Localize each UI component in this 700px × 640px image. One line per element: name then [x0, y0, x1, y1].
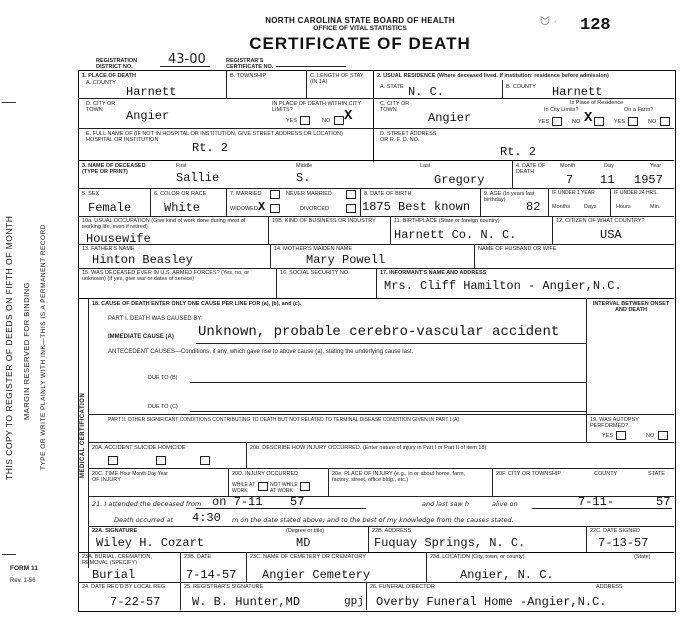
min-label: Min.: [650, 204, 661, 210]
form-header: [200, 16, 520, 54]
stamp-mark: ᗢ ·: [540, 14, 558, 28]
last-seen-year: 57: [656, 495, 671, 509]
funeral-director-label: 26. FUNERAL DIRECTOR: [370, 584, 435, 590]
part1-label: PART I. DEATH WAS CAUSED BY:: [108, 316, 203, 322]
place-injury-label: 20e. PLACE OF INJURY (e.g., in or about home, farm, factory, street, office bldg., etc.): [332, 471, 466, 483]
pod-no-label: NO: [322, 118, 331, 124]
never-married-label: NEVER MARRIED: [286, 191, 332, 197]
residence-label: 2. USUAL RESIDENCE (Where deceased lived. If institution: residence before admission): [377, 73, 609, 79]
pod-city-label: D. CITY OR TOWN: [86, 101, 116, 113]
autopsy-no-label: NO: [646, 433, 655, 439]
while-at-work-label: WHILE AT WORK: [232, 482, 255, 494]
pod-hospital-label: E. FULL NAME OF (IF NOT IN HOSPITAL OR INSTITUTION, GIVE STREET ADDRESS OR LOCATION) HOSPITAL OR INSTITUTION: [86, 131, 343, 143]
office-name: OFFICE OF VITAL STATISTICS: [313, 25, 407, 32]
sex: Female: [88, 201, 132, 215]
interval-label: INTERVAL BETWEEN ONSET AND DEATH: [592, 301, 670, 313]
res-limits-mark: X: [584, 110, 593, 126]
city-injury-label: 20F. CITY OR TOWNSHIP: [496, 471, 562, 477]
pod-no-box[interactable]: [334, 116, 344, 125]
registrar-signature: W. B. Hunter,MD: [192, 595, 301, 609]
registrar-cert-label: REGISTRAR'S CERTIFICATE NO.: [226, 58, 274, 70]
never-married-box[interactable]: [346, 190, 356, 199]
cemetery: Angier Cemetery: [262, 568, 371, 582]
accident-box[interactable]: [108, 456, 118, 465]
how-injury-label: 20b. DESCRIBE HOW INJURY OCCURRED. (Enter nature of injury in Part I or Part II of item 18): [250, 445, 487, 451]
certificate-title: CERTIFICATE OF DEATH: [249, 34, 471, 53]
death-occurred-text2: m on the date stated above; and to the best of my knowledge from the causes stated.: [232, 516, 514, 524]
not-at-work-label: NOT WHILE AT WORK: [270, 482, 298, 494]
location-label: 23d. LOCATION (City, town, or county): [430, 554, 525, 560]
first-name: Sallie: [176, 171, 220, 185]
pod-limits-mark: X: [344, 108, 353, 124]
mother-label: 14. MOTHER'S MAIDEN NAME: [274, 246, 353, 252]
date-received: 7-22-57: [110, 595, 161, 609]
day-label: Day: [604, 163, 614, 169]
death-occurred-text: Death occurred at: [114, 516, 174, 524]
pod-county-label: A. COUNTY: [86, 80, 116, 86]
death-time: 4:30: [192, 511, 221, 525]
res-city: Angier: [428, 111, 472, 125]
occupation: Housewife: [86, 232, 151, 246]
cause-label: 18. CAUSE OF DEATH ENTER ONLY ONE CAUSE PER LINE FOR (a), (b), and (c).: [92, 301, 302, 307]
informant-label: 17. INFORMANT'S NAME AND ADDRESS: [380, 270, 487, 276]
date-signed-label: 22C. DATE SIGNED: [590, 528, 641, 534]
widowed-mark: X: [258, 200, 266, 214]
res-state-label: A. STATE: [380, 84, 404, 90]
accident-label: 20A. ACCIDENT SUICIDE HOMICIDE: [92, 445, 186, 451]
age: 82: [526, 200, 541, 214]
form-number: FORM 11: [10, 565, 38, 572]
pod-limits-label: IN PLACE OF DEATH WITHIN CITY LIMITS?: [272, 101, 362, 113]
res-yes-label: YES: [538, 119, 550, 125]
res-limits-yes-box[interactable]: [552, 117, 562, 126]
form-rev: Rev. 1-56: [10, 578, 36, 584]
side-text-3: TYPE OR WRITE PLAINLY WITH INK—THIS IS A PERMANENT RECORD: [40, 224, 47, 470]
pod-stay-label: C. LENGTH OF STAY (IN 1A): [310, 73, 364, 85]
pod-hospital: Rt. 2: [192, 141, 229, 155]
res-county-label: B. COUNTY: [506, 84, 536, 90]
date-received-label: 24. DATE REC'D BY LOCAL REG.: [82, 584, 167, 590]
res-farm-yes-box[interactable]: [628, 117, 638, 126]
res-street-label: D. STREET ADDRESS OR R. F. D. NO.: [380, 131, 437, 143]
due-to-b-label: DUE TO (B): [148, 375, 178, 381]
burial-date-label: 23B. DATE: [184, 554, 212, 560]
autopsy-yes-box[interactable]: [616, 431, 626, 440]
under24-label: IF UNDER 24 HRS.: [614, 190, 658, 196]
pod-city: Angier: [126, 109, 170, 123]
last-label: Last: [420, 163, 431, 169]
name-label: 3. NAME OF DECEASED (TYPE OR PRINT): [82, 163, 146, 175]
divorced-label: DIVORCED: [300, 206, 330, 212]
res-farm-label: On a Farm?: [624, 107, 654, 113]
pod-township-label: B. TOWNSHIP: [230, 73, 267, 79]
county-injury-label: COUNTY: [594, 471, 618, 477]
month-label: Month: [560, 163, 576, 169]
degree-label: (Degree or title): [286, 528, 325, 534]
death-year: 1957: [634, 173, 663, 187]
middle-name: S.: [296, 171, 311, 185]
death-day: 11: [600, 173, 615, 187]
industry-label: 10B. KIND OF BUSINESS OR INDUSTRY: [272, 218, 376, 224]
father-label: 13. FATHER'S NAME: [82, 246, 135, 252]
res-farm-no-box[interactable]: [660, 117, 670, 126]
res-no-label: NO: [572, 119, 581, 125]
months-label: Months: [552, 204, 571, 210]
file-number: 128: [580, 16, 611, 35]
burial-date: 7-14-57: [186, 568, 237, 582]
first-label: First: [176, 163, 187, 169]
attended-text3: alive on: [492, 500, 518, 508]
homicide-box[interactable]: [200, 456, 210, 465]
degree: MD: [296, 536, 311, 550]
while-at-work-box[interactable]: [258, 482, 268, 491]
burial: Burial: [92, 568, 136, 582]
injury-occurred-label: 20D. INJURY OCCURRED: [232, 471, 299, 477]
state-injury-label: STATE: [648, 471, 665, 477]
occupation-label: 10a. USUAL OCCUPATION (Give kind of work done during most of working life, even if retired): [82, 218, 246, 230]
registrar-initials: gpj: [344, 596, 364, 608]
burial-label: 23A. BURIAL, CREMATION, REMOVAL (SPECIFY): [82, 554, 152, 566]
widowed-label: WIDOWED: [230, 206, 258, 212]
attended-text1: 21. I attended the deceased from: [92, 500, 202, 508]
under1-label: IF UNDER 1 YEAR: [552, 190, 595, 196]
hours-label: Hours: [616, 204, 631, 210]
registrar-signature-label: 25. REGISTRAR'S SIGNATURE: [184, 584, 264, 590]
res-limits-no-box[interactable]: [594, 117, 604, 126]
medical-certification-label: MEDICAL CERTIFICATION: [80, 392, 86, 478]
autopsy-yes-label: YES: [602, 433, 614, 439]
side-text-1: THIS COPY TO REGISTER OF DEEDS ON FIFTH OF MONTH: [4, 215, 14, 480]
res-farm-yes-label: YES: [614, 119, 626, 125]
certifier-address: Fuquay Springs, N. C.: [374, 536, 526, 550]
res-county: Harnett: [552, 85, 603, 99]
suicide-box[interactable]: [156, 456, 166, 465]
signature-label: 22A. SIGNATURE: [92, 528, 138, 534]
last-seen: 7-11-: [578, 495, 615, 509]
armed-forces-label: 15. WAS DECEASED EVER IN U.S. ARMED FORCES? (Yes, no, or unknown) (If yes, give war or dates of service): [82, 270, 250, 282]
year-label: Year: [650, 163, 662, 169]
pod-yes-label: YES: [286, 118, 298, 124]
attended-to: 57: [290, 495, 305, 509]
certifier-signature: Wiley H. Cozart: [96, 536, 205, 550]
divorced-box[interactable]: [346, 204, 356, 213]
mother-name: Mary Powell: [306, 253, 386, 267]
ssn-label: 16. SOCIAL SECURITY NO.: [280, 270, 350, 276]
location: Angier, N. C.: [460, 568, 554, 582]
birthplace: Harnett Co. N. C.: [394, 228, 517, 242]
date-signed: 7-13-57: [598, 536, 649, 550]
certifier-address-label: 22B. ADDRESS: [372, 528, 412, 534]
funeral-director: Overby Funeral Home -Angier,N.C.: [376, 595, 607, 609]
race: White: [164, 201, 201, 215]
funeral-address-label: ADDRESS: [596, 584, 623, 590]
days-label: Days: [584, 204, 597, 210]
not-at-work-box[interactable]: [300, 482, 310, 491]
sex-label: 5. SEX: [82, 191, 100, 197]
antecedent-label: ANTECEDENT CAUSES—Conditions, if any, which gave rise to above cause (a), stating the underlying cause last.: [108, 349, 414, 355]
res-city-label: C. CITY OR TOWN: [380, 101, 410, 113]
autopsy-no-box[interactable]: [658, 431, 668, 440]
side-text-2: MARGIN RESERVED FOR BINDING: [22, 282, 31, 420]
res-place-label: Is Place of Residence: [570, 100, 624, 106]
res-farm-no-label: NO: [648, 119, 657, 125]
date-of-death-label: 4. DATE OF DEATH: [516, 163, 546, 175]
widowed-box[interactable]: [270, 204, 280, 213]
death-month: 7: [566, 173, 574, 187]
part2-label: PART II. OTHER SIGNIFICANT CONDITIONS CONTRIBUTING TO DEATH BUT NOT RELATED TO TERMINAL DISEASE CONDITION GIVEN IN PART I (A): [108, 417, 460, 423]
cemetery-label: 23C. NAME OF CEMETERY OR CREMATORY: [250, 554, 366, 560]
res-limits-label: In City Limits?: [544, 107, 579, 113]
location-state-label: (State): [634, 554, 651, 560]
pod-county: Harnett: [126, 85, 177, 99]
registration-district-label: REGISTRATION DISTRICT NO.: [96, 58, 138, 70]
res-street: Rt. 2: [500, 145, 537, 159]
spouse-label: NAME OF HUSBAND OR WIFE: [478, 246, 557, 252]
race-label: 6. COLOR OR RACE: [154, 191, 207, 197]
last-name: Gregory: [434, 173, 485, 187]
time-injury-label: 20C. TIME OF INJURY: [92, 471, 121, 483]
autopsy-label: 19. WAS AUTOPSY PERFORMED?: [590, 417, 639, 429]
immediate-cause: Unknown, probable cerebro-vascular accident: [198, 324, 560, 340]
informant: Mrs. Cliff Hamilton - Angier,N.C.: [384, 279, 622, 293]
immediate-label: IMMEDIATE CAUSE (A): [108, 334, 174, 340]
married-label: 7. MARRIED: [230, 191, 262, 197]
attended-text2: and last saw h: [422, 500, 469, 508]
place-of-death-label: 1. PLACE OF DEATH: [82, 73, 136, 79]
citizen-label: 12. CITIZEN OF WHAT COUNTRY?: [556, 218, 645, 224]
time-injury-sub: Hour Month Day Year: [120, 471, 168, 477]
res-state: N. C.: [408, 85, 445, 99]
board-name: NORTH CAROLINA STATE BOARD OF HEALTH: [265, 16, 455, 25]
married-box[interactable]: [270, 190, 280, 199]
citizen: USA: [600, 228, 622, 242]
age-label: 9. AGE (In years last birthday): [484, 191, 535, 203]
birth-date: 1875 Best known: [362, 200, 471, 214]
due-to-c-label: DUE TO (C): [148, 404, 178, 410]
attended-from: on 7-11: [212, 495, 263, 509]
birth-label: 8. DATE OF BIRTH: [364, 191, 412, 197]
registration-district: 43-00: [168, 52, 206, 67]
father-name: Hinton Beasley: [92, 253, 193, 267]
middle-label: Middle: [296, 163, 313, 169]
birthplace-label: 11. BIRTHPLACE (State or foreign country): [394, 218, 500, 224]
pod-yes-box[interactable]: [300, 116, 310, 125]
